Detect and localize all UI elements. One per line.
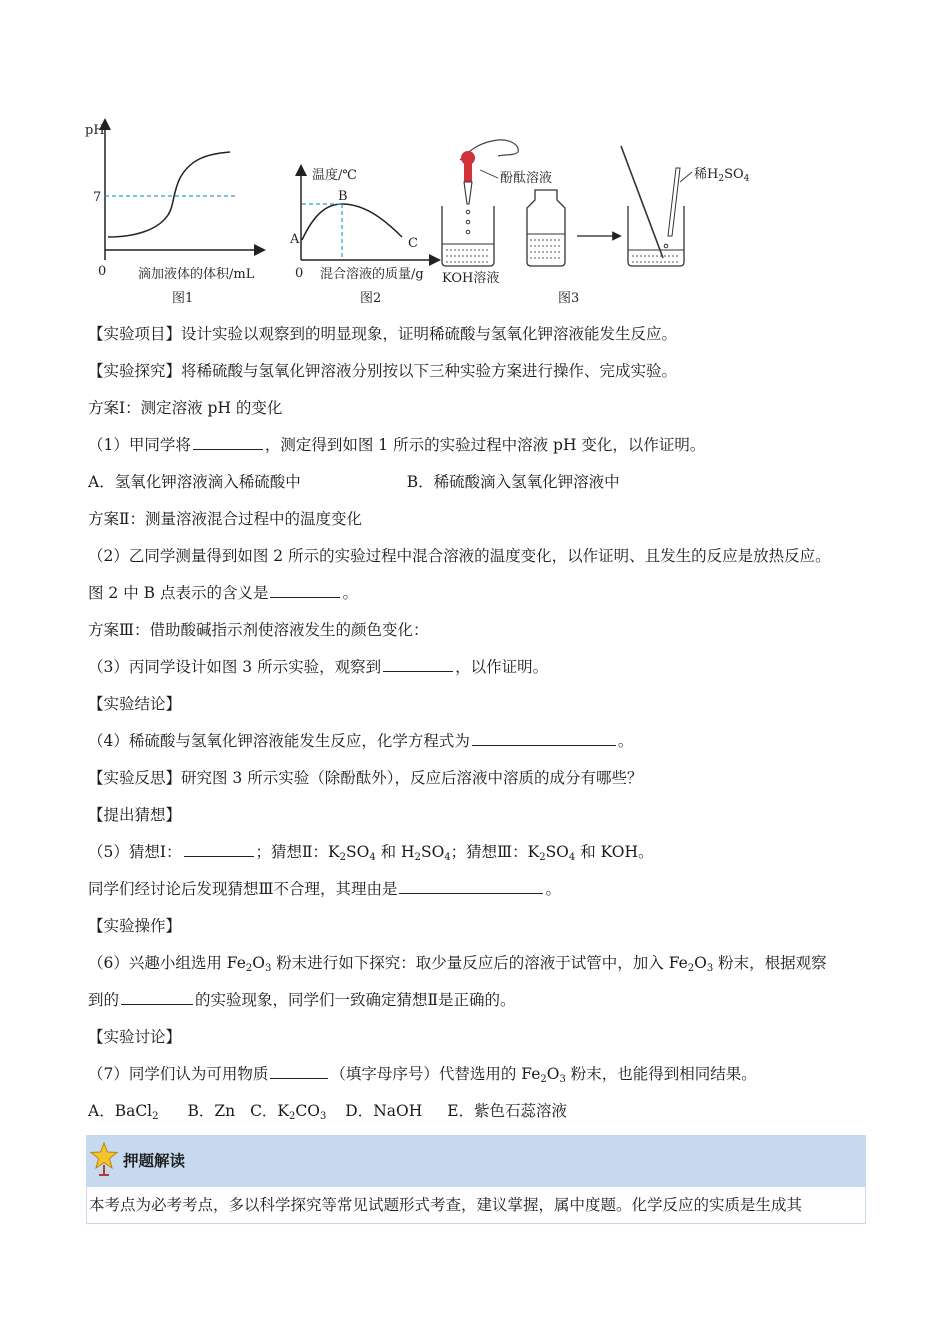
figures-row [80,112,800,312]
option-7c: C．K [250,1102,290,1120]
line-experiment-project: 【实验项目】设计实验以观察到的明显现象，证明稀硫酸与氢氧化钾溶液能发生反应。 [88,325,678,343]
line-plan-2: 方案Ⅱ：测量溶液混合过程中的温度变化 [88,510,363,528]
line-question-6b: 到的 的实验现象，同学们一致确定猜想Ⅱ是正确的。 [88,988,516,1012]
figure-3 [442,140,750,306]
line-question-7: （7）同学们认为可用物质 （填字母序号）代替选用的 $Fe_2O_3$ 粉末，也能得到相同结果。 [88,1062,757,1086]
banner-title: 押题解读 [123,1152,186,1170]
fig2-x-label: 混合溶液的质量/g [320,267,424,282]
line-reflection: 【实验反思】研究图 3 所示实验（除酚酞外），反应后溶液中溶质的成分有哪些？ [88,769,643,787]
answer-blank-5[interactable] [184,840,254,857]
fig2-point-c: C [408,236,418,251]
line-discussion-heading: 【实验讨论】 [88,1028,182,1046]
line-hypothesis-heading: 【提出猜想】 [88,806,182,824]
fig3-drop-1 [466,210,470,214]
fig2-point-a: A [290,232,300,247]
line-conclusion-heading: 【实验结论】 [88,695,182,713]
option-7d: D．NaOH [345,1102,423,1120]
fig2-origin: 0 [295,266,304,281]
line-question-5b: 同学们经讨论后发现猜想Ⅲ不合理，其理由是 。 [88,877,561,901]
line-question-2: （2）乙同学测量得到如图 2 所示的实验过程中混合溶液的温度变化，以作证明、且发生的反应是放热反应。 [88,547,831,565]
fig3-drop-2 [466,220,470,224]
answer-blank-8[interactable] [270,1062,328,1079]
fig3-left-beaker [442,206,494,266]
option-a: A．氢氧化钾溶液滴入稀硫酸中 [88,473,301,491]
fig3-right-dropper [668,168,680,236]
fig1-caption: 图1 [172,291,194,306]
fig1-y-label: pH [85,123,105,138]
line-question-1: （1）甲同学将 ，测定得到如图 1 所示的实验过程中溶液 pH 变化，以作证明。 [88,433,705,457]
fig3-dropper-tip [464,182,472,204]
line-experiment-inquiry: 【实验探究】将稀硫酸与氢氧化钾溶液分别按以下三种实验方案进行操作、完成实验。 [88,362,678,380]
fig3-dropper-neck [464,164,472,182]
fig2-y-label: 温度/℃ [312,168,357,183]
option-7e: E．紫色石蕊溶液 [447,1102,568,1120]
line-question-6: （6）兴趣小组选用 $Fe_2O_3$ 粉末进行如下探究：取少量反应后的溶液于试管中，加入 $Fe_2O_3$ 粉末，根据观察 [88,954,827,974]
fig3-dropper-pointer [480,170,498,178]
fig1-origin: 0 [98,264,107,279]
line-options-1 [88,470,620,494]
line-operation-heading: 【实验操作】 [88,917,182,935]
line-options-7: A．BaCl$_2$ B．Zn C．$K_2CO_3$ D．NaOH E．紫色石蕊溶液 [88,1102,568,1122]
fig3-right-beaker [628,206,684,266]
analysis-note-box [86,1187,866,1224]
fig3-dropper-label: 酚酞溶液 [500,171,553,186]
fig3-drop-3 [466,230,470,234]
line-question-2b: 图 2 中 B 点表示的含义是 。 [88,581,358,605]
line-plan-3: 方案Ⅲ：借助酸碱指示剂使溶液发生的颜色变化： [88,621,429,639]
answer-blank-3[interactable] [383,655,453,672]
figure-1 [85,123,260,306]
analysis-note-text: 本考点为必考考点，多以科学探究等常见试题形式考查，建议掌握，属中度题。化学反应的实质是生成其 [89,1196,803,1214]
fig1-x-label: 滴加液体的体积/mL [138,267,255,282]
line-question-3: （3）丙同学设计如图 3 所示实验，观察到 ，以作证明。 [88,655,548,679]
option-7a: A．BaCl [88,1102,153,1120]
figures-svg [80,112,800,312]
fig2-caption: 图2 [360,291,382,306]
fig3-reagent-bottle [527,190,565,266]
figure-2 [289,167,435,306]
fig2-point-b: B [338,189,348,204]
fig3-glass-rod [621,146,663,258]
star-icon [90,1141,118,1177]
line-question-5: （5）猜想Ⅰ： ；猜想Ⅱ：$K_2SO_4$ 和 $H_2SO_4$；猜想Ⅲ：$K_2SO_4$ 和 KOH。 [88,840,654,864]
fig3-beaker-label: KOH溶液 [442,271,500,286]
fig2-temperature-curve [302,204,402,240]
analysis-banner [86,1135,866,1187]
fig1-ph-curve [108,152,230,237]
line-plan-1: 方案Ⅰ：测定溶液 pH 的变化 [88,399,283,417]
answer-blank-2[interactable] [270,581,340,598]
line-question-4: （4）稀硫酸与氢氧化钾溶液能发生反应，化学方程式为 。 [88,729,633,753]
option-7b: B．Zn [187,1102,236,1120]
answer-blank-1[interactable] [193,433,263,450]
fig1-y-tick: 7 [93,190,102,205]
fig3-acid-label: 稀$H_2SO_4$ [694,167,750,184]
option-b: B．稀硫酸滴入氢氧化钾溶液中 [406,473,620,491]
fig3-dropper-bulb [461,151,475,165]
fig3-caption: 图3 [558,291,580,306]
answer-blank-6[interactable] [399,877,543,894]
answer-blank-4[interactable] [472,729,616,746]
answer-blank-7[interactable] [121,988,193,1005]
